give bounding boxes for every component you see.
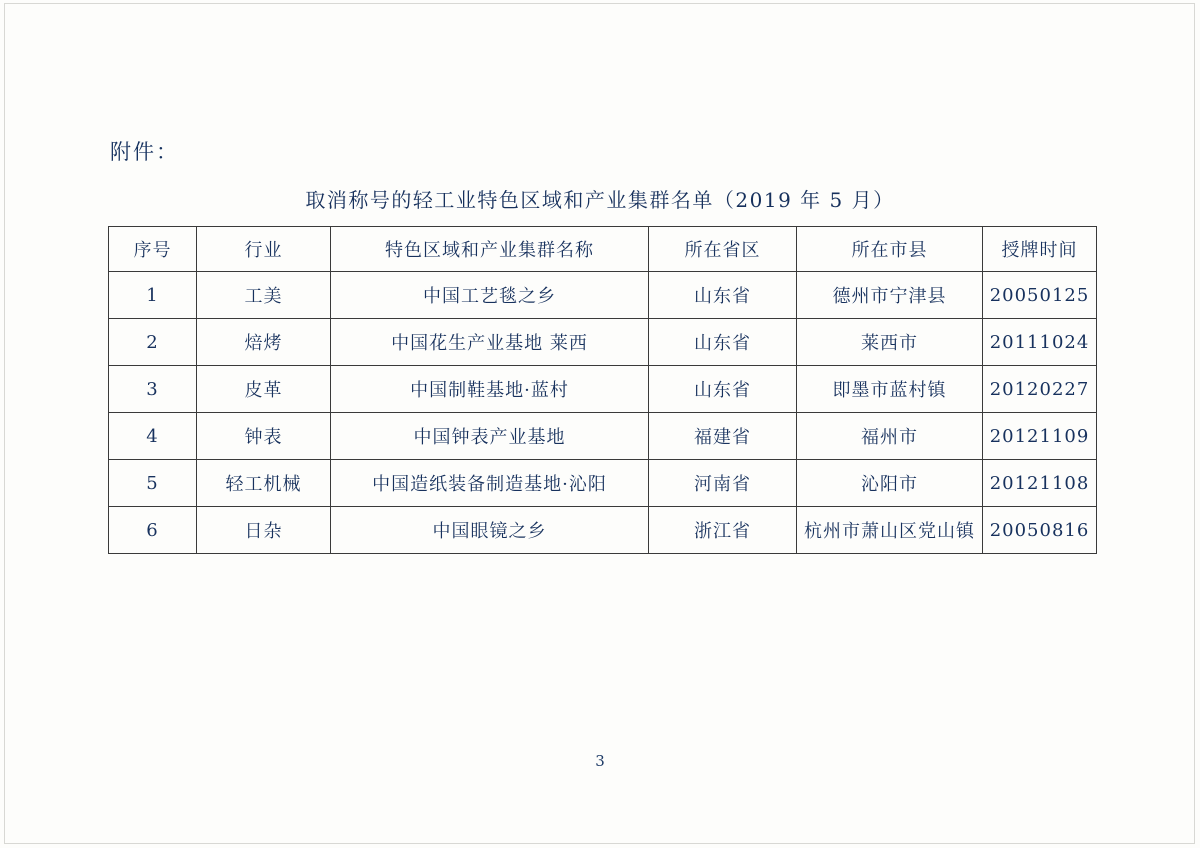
- cell-award-date: 20121109: [983, 413, 1097, 460]
- cell-award-date: 20111024: [983, 319, 1097, 366]
- cell-award-date: 20121108: [983, 460, 1097, 507]
- column-header-province: 所在省区: [649, 227, 797, 272]
- cell-city-county: 沁阳市: [797, 460, 983, 507]
- table-header-row: [109, 227, 1097, 272]
- cell-province: 福建省: [649, 413, 797, 460]
- cell-index: 5: [109, 460, 197, 507]
- cell-index: 3: [109, 366, 197, 413]
- column-header-industry: 行业: [197, 227, 331, 272]
- page-number: 3: [595, 752, 605, 770]
- cell-index: 1: [109, 272, 197, 319]
- cell-province: 山东省: [649, 366, 797, 413]
- cell-city-county: 福州市: [797, 413, 983, 460]
- column-header-award-date: 授牌时间: [983, 227, 1097, 272]
- page-title: 取消称号的轻工业特色区域和产业集群名单（2019 年 5 月）: [305, 188, 895, 212]
- cell-cluster-name: 中国制鞋基地·蓝村: [331, 366, 649, 413]
- cell-industry: 日杂: [197, 507, 331, 554]
- table-row: [109, 272, 1097, 319]
- cell-cluster-name: 中国花生产业基地 莱西: [331, 319, 649, 366]
- table-row: [109, 319, 1097, 366]
- cell-province: 山东省: [649, 272, 797, 319]
- cell-city-county: 德州市宁津县: [797, 272, 983, 319]
- table-row: [109, 507, 1097, 554]
- cell-province: 浙江省: [649, 507, 797, 554]
- cell-index: 4: [109, 413, 197, 460]
- table-row: [109, 460, 1097, 507]
- cell-province: 山东省: [649, 319, 797, 366]
- attachment-label: 附件：: [110, 140, 179, 164]
- cell-index: 6: [109, 507, 197, 554]
- cell-city-county: 杭州市萧山区党山镇: [797, 507, 983, 554]
- cell-award-date: 20050816: [983, 507, 1097, 554]
- cell-industry: 工美: [197, 272, 331, 319]
- cell-award-date: 20050125: [983, 272, 1097, 319]
- cell-city-county: 莱西市: [797, 319, 983, 366]
- cell-industry: 皮革: [197, 366, 331, 413]
- cell-cluster-name: 中国眼镜之乡: [331, 507, 649, 554]
- column-header-index: 序号: [109, 227, 197, 272]
- table-row: [109, 366, 1097, 413]
- cell-cluster-name: 中国钟表产业基地: [331, 413, 649, 460]
- cell-city-county: 即墨市蓝村镇: [797, 366, 983, 413]
- cluster-list-table: [108, 226, 1097, 554]
- cell-cluster-name: 中国造纸装备制造基地·沁阳: [331, 460, 649, 507]
- cell-industry: 钟表: [197, 413, 331, 460]
- column-header-city-county: 所在市县: [797, 227, 983, 272]
- table-row: [109, 413, 1097, 460]
- cell-cluster-name: 中国工艺毯之乡: [331, 272, 649, 319]
- cell-province: 河南省: [649, 460, 797, 507]
- cell-industry: 焙烤: [197, 319, 331, 366]
- cell-award-date: 20120227: [983, 366, 1097, 413]
- cell-industry: 轻工机械: [197, 460, 331, 507]
- cell-index: 2: [109, 319, 197, 366]
- column-header-cluster-name: 特色区域和产业集群名称: [331, 227, 649, 272]
